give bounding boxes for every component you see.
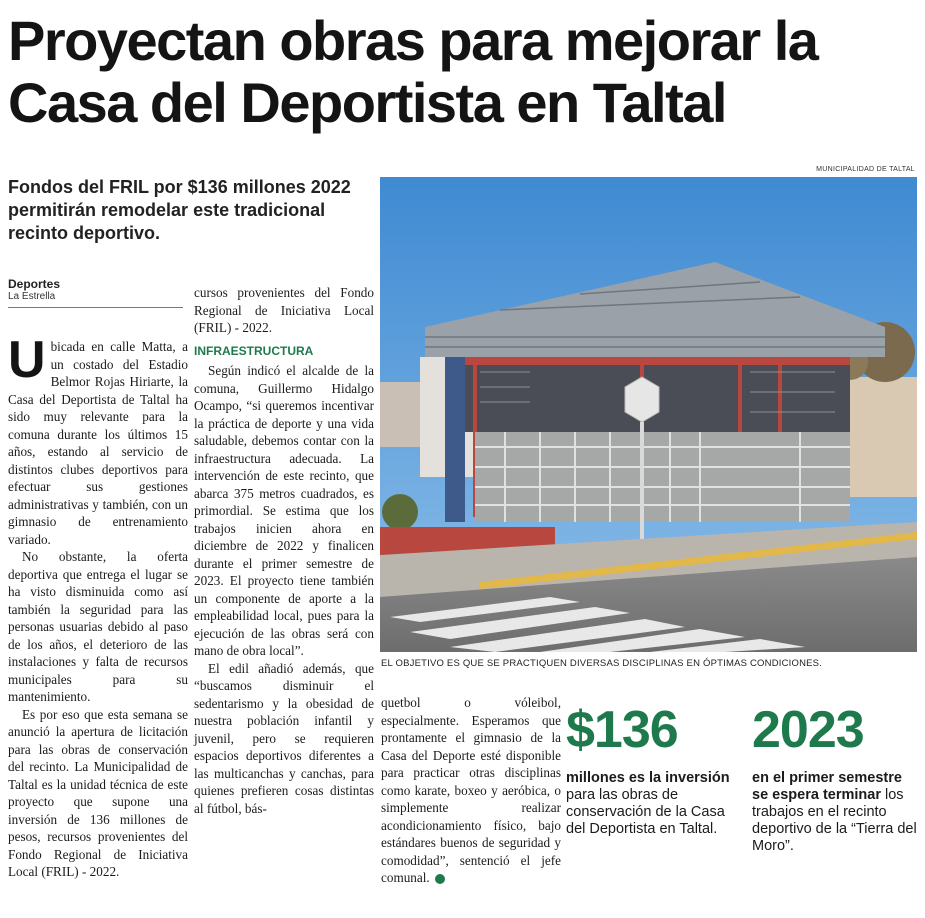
body-column-2	[194, 284, 374, 817]
body-column-1	[8, 331, 188, 879]
section-label: Deportes	[8, 277, 61, 291]
body-paragraph-2: No obstante, la oferta deportiva que entrega el lugar se ha visto disminuida como así también la seguridad para las personas usuarias debido al paso de los años, el deterioro de las instalaciones y falta de recursos municipales para su mantenimiento.	[8, 549, 188, 704]
fact-text: millones es la inversión para las obras de conservación de la Casa del Deportista en Taltal.	[566, 770, 730, 837]
photo-caption: EL OBJETIVO ES QUE SE PRACTIQUEN DIVERSAS DISCIPLINAS EN ÓPTIMAS CONDICIONES.	[381, 658, 823, 669]
fact-number: $136	[566, 701, 678, 759]
article-photo	[380, 177, 917, 652]
end-mark-icon	[435, 874, 445, 884]
photo-credit: MUNICIPALIDAD DE TALTAL	[816, 166, 915, 173]
body-paragraph-3-continued: cursos provenientes del Fondo Regional de Iniciativa Local (FRIL) - 2022.	[194, 285, 374, 335]
fact-box-investment	[566, 700, 736, 838]
dropcap: U	[8, 331, 46, 389]
section-divider	[8, 307, 183, 308]
source-label: La Estrella	[8, 291, 56, 302]
body-column-3	[381, 694, 561, 887]
building-photo	[380, 177, 917, 652]
body-paragraph-4: Según indicó el alcalde de la comuna, Guillermo Hidalgo Ocampo, “si queremos incentivar la práctica de deporte y una vida saludable, debemos contar con la infraestructura adecuada. La intervención de este recinto, que abarca 375 metros cuadrados, es primordial. Se estima que los trabajos inicien ahora en diciembre de 2022 y finalicen durante el primer semestre de 2023. El proyecto tiene también un componente de aporte a la empleabilidad local, pues para la ejecución de las obras será con mano de obra local”.	[194, 363, 374, 658]
body-paragraph-5: El edil añadió además, que “buscamos disminuir el sedentarismo y la obesidad de nuestra población infantil y juvenil, pero se requieren espacios deportivos diferentes a las multicanchas y canchas, para quienes prefieren cosas distintas al fútbol, bás-	[194, 660, 374, 816]
subhead: INFRAESTRUCTURA	[194, 343, 314, 358]
fact-box-completion	[752, 700, 922, 855]
fact-number: 2023	[752, 701, 864, 759]
body-paragraph-1: Ubicada en calle Matta, a un costado del Estadio Belmor Rojas Hiriarte, la Casa del Deportista de Taltal ha sido muy relevante para la comuna durante los últimos 15 años, estando al servicio de distintos clubes deportivos para efectuar sus gestiones administrativas y también, con un gimnasio de entrenamiento variado.	[8, 331, 188, 547]
deck: Fondos del FRIL por $136 millones 2022 permitirán remodelar este tradicional recinto deportivo.	[8, 177, 351, 243]
body-paragraph-3: Es por eso que esta semana se anunció la apertura de licitación para las obras de conservación del recinto. La Municipalidad de Taltal es la unidad técnica de este proyecto que supone una inversión de 136 millones de pesos, recursos provenientes del Fondo Regional de Iniciativa Local (FRIL) - 2022.	[8, 706, 188, 879]
headline: Proyectan obras para mejorar la Casa del Deportista en Taltal	[8, 9, 818, 134]
body-paragraph-5-continued: quetbol o vóleibol, especialmente. Esperamos que prontamente el gimnasio de la Casa del Deporte esté disponible para practicar otras disciplinas como karate, boxeo y aeróbica, o simplemente realizar acondicionamiento físico, bajo estándares buenos de seguridad y comodidad”, sentenció el jefe comunal.	[381, 695, 561, 885]
fact-text: en el primer semestre se espera terminar los trabajos en el recinto deportivo de la “Tierra del Moro”.	[752, 770, 917, 854]
